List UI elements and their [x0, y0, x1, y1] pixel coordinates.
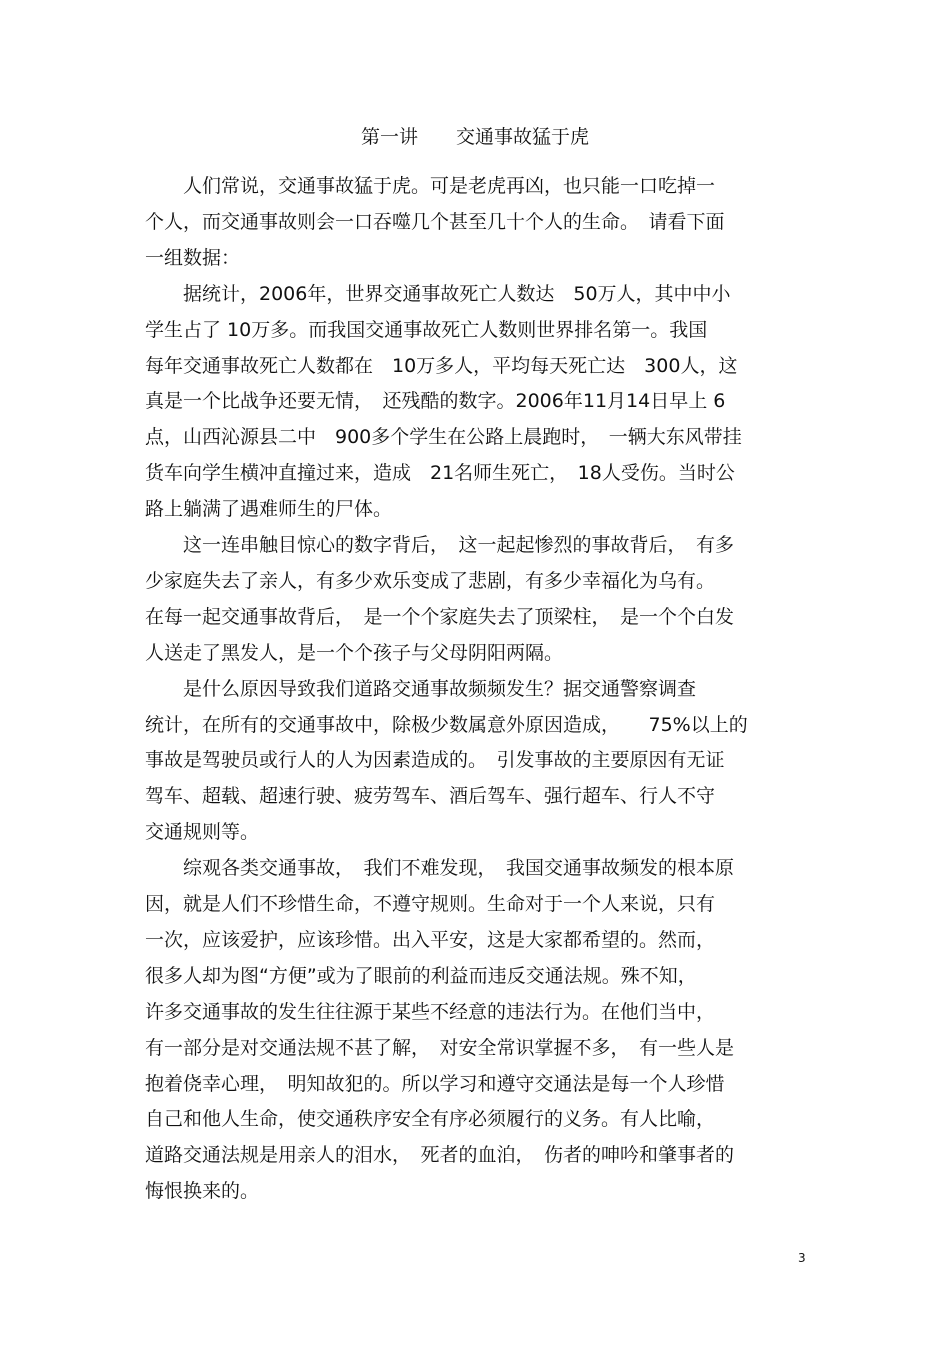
text-line: 路上躺满了遇难师生的尸体。	[145, 498, 393, 521]
text-line: 许多交通事故的发生往往源于某些不经意的违法行为。在他们当中，	[145, 1000, 716, 1023]
text-line: 个人，而交通事故则会一口吞噬几个甚至几十个人的生命。 请看下面	[145, 210, 725, 233]
text-line: 很多人却为图“方便”或为了眼前的利益而违反交通法规。殊不知，	[145, 964, 697, 987]
text-line: 悔恨换来的。	[145, 1180, 260, 1203]
text-line: 在每一起交通事故背后， 是一个个家庭失去了顶梁柱， 是一个个白发	[145, 605, 735, 628]
text-line: 这一连串触目惊心的数字背后， 这一起起惨烈的事故背后， 有多	[145, 534, 735, 556]
text-line: 自己和他人生命，使交通秩序安全有序必须履行的义务。有人比喻，	[145, 1108, 716, 1131]
text-line: 驾车、超载、超速行驶、疲劳驾车、酒后驾车、强行超车、行人不守	[145, 785, 716, 808]
text-line: 抱着侥幸心理， 明知故犯的。所以学习和遵守交通法是每一个人珍惜	[145, 1072, 725, 1095]
text-line: 货车向学生横冲直撞过来，造成 21名师生死亡， 18人受伤。当时公	[145, 462, 735, 485]
text-line: 道路交通法规是用亲人的泪水， 死者的血泊， 伤者的呻吟和肇事者的	[145, 1144, 735, 1167]
text-line: 事故是驾驶员或行人的人为因素造成的。 引发事故的主要原因有无证	[145, 749, 725, 772]
text-line: 少家庭失去了亲人，有多少欢乐变成了悲剧，有多少幸福化为乌有。	[145, 569, 716, 592]
text-line: 人送走了黑发人，是一个个孩子与父母阴阳两隔。	[145, 641, 564, 664]
text-line: 交通规则等。	[145, 821, 260, 844]
text-line: 据统计，2006年，世界交通事故死亡人数达 50万人，其中中小	[145, 282, 731, 305]
text-line: 真是一个比战争还要无情， 还残酷的数字。2006年11月14日早上 6	[145, 390, 726, 413]
text-line: 一组数据：	[145, 246, 241, 269]
text-line: 一次，应该爱护，应该珍惜。出入平安，这是大家都希望的。然而，	[145, 928, 716, 951]
text-line: 有一部分是对交通法规不甚了解， 对安全常识掌握不多， 有一些人是	[145, 1036, 735, 1059]
text-line: 统计，在所有的交通事故中，除极少数属意外原因造成， 75%以上的	[145, 713, 748, 736]
text-line: 是什么原因导致我们道路交通事故频频发生？据交通警察调查	[145, 677, 697, 700]
text-line: 人们常说，交通事故猛于虎。可是老虎再凶，也只能一口吃掉一	[145, 175, 716, 197]
text-line: 每年交通事故死亡人数都在 10万多人，平均每天死亡达 300人，这	[145, 354, 738, 377]
page-number: 3	[798, 1251, 806, 1265]
text-line: 点，山西沁源县二中 900多个学生在公路上晨跑时， 一辆大东风带挂	[145, 426, 742, 449]
text-line: 综观各类交通事故， 我们不难发现， 我国交通事故频发的根本原	[145, 857, 735, 880]
page-title: 第一讲 交通事故猛于虎	[360, 126, 589, 148]
text-line: 学生占了 10万多。而我国交通事故死亡人数则世界排名第一。我国	[145, 318, 708, 341]
text-line: 因，就是人们不珍惜生命，不遵守规则。生命对于一个人来说，只有	[145, 893, 716, 915]
